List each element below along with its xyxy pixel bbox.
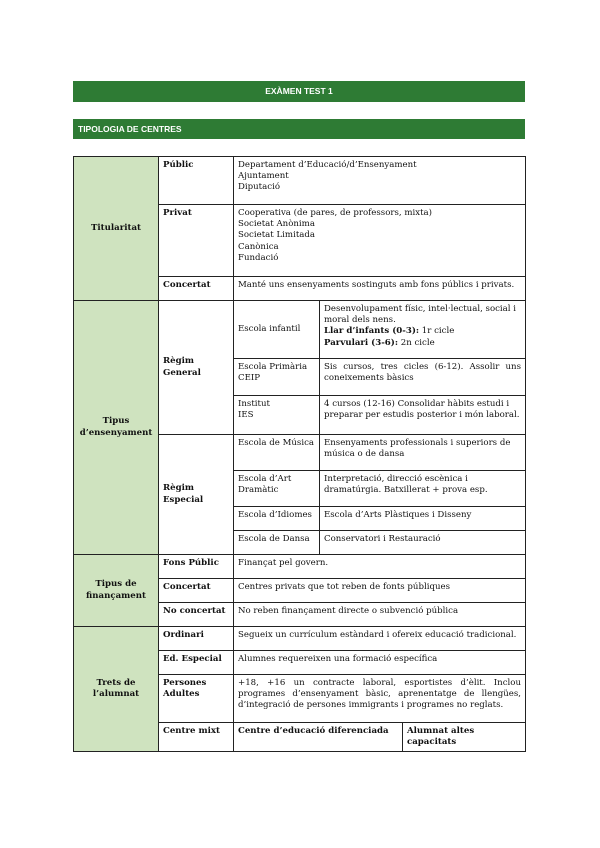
ed-especial-description: Alumnes requereixen una formació específica xyxy=(234,651,526,675)
category-titularitat: Titularitat xyxy=(74,157,159,301)
fons-public-description: Finançat pel govern. xyxy=(234,555,526,579)
row-label-fons-public: Fons Públic xyxy=(159,555,234,579)
category-tipus-ensenyament: Tipus d’ensenyament xyxy=(74,301,159,555)
institut-label: Institut IES xyxy=(234,396,320,435)
row-label-concertat: Concertat xyxy=(159,277,234,301)
exam-title-banner xyxy=(73,81,525,102)
table-row xyxy=(74,157,526,205)
row-label-ed-especial: Ed. Especial xyxy=(159,651,234,675)
section-title: TIPOLOGIA DE CENTRES xyxy=(78,124,182,134)
escola-dansa-label: Escola de Dansa xyxy=(234,531,320,555)
category-alumnat: Trets de l’alumnat xyxy=(74,627,159,752)
centre-mixt-inner-table xyxy=(234,723,525,751)
institut-description: 4 cursos (12-16) Consolidar hàbits estudi i preparar per estudis posterior i món laboral. xyxy=(320,396,526,435)
ordinari-description: Segueix un currículum estàndard i ofereix educació tradicional. xyxy=(234,627,526,651)
escola-primaria-description: Sis cursos, tres cicles (6-12). Assolir uns coneixements bàsics xyxy=(320,359,526,396)
row-label-centre-mixt: Centre mixt xyxy=(159,723,234,752)
alumnat-altes-capacitats: Alumnat altes capacitats xyxy=(403,723,526,751)
centre-diferenciada: Centre d’educació diferenciada xyxy=(238,726,389,736)
escola-musica-description: Ensenyaments professionals i superiors de música o de dansa xyxy=(320,435,526,471)
centre-mixt-options xyxy=(234,723,526,752)
escola-idiomes-label: Escola d’Idiomes xyxy=(234,507,320,531)
row-label-no-concertat: No concertat xyxy=(159,603,234,627)
escola-dansa-description: Conservatori i Restauració xyxy=(320,531,526,555)
escola-musica-label: Escola de Música xyxy=(234,435,320,471)
escola-primaria-label: Escola Primària CEIP xyxy=(234,359,320,396)
centres-table xyxy=(73,156,526,752)
row-label-regim-especial: Règim Especial xyxy=(159,435,234,555)
row-label-privat: Privat xyxy=(159,205,234,277)
table-row xyxy=(74,301,526,359)
escola-infantil-label: Escola infantil xyxy=(234,301,320,359)
no-concertat-description: No reben finançament directe o subvenció pública xyxy=(234,603,526,627)
row-label-persones-adultes: Persones Adultes xyxy=(159,675,234,723)
table-row xyxy=(74,555,526,579)
fin-concertat-description: Centres privats que tot reben de fonts públiques xyxy=(234,579,526,603)
persones-adultes-description: +18, +16 un contracte laboral, esportistes d’èlit. Inclou programes d’ensenyament bàsic, aprenentatge de llengües, d’integració de persones immigrants i programes no reglats. xyxy=(234,675,526,723)
concertat-description: Manté uns ensenyaments sostinguts amb fons públics i privats. xyxy=(234,277,526,301)
privat-description: Cooperativa (de pares, de professors, mixta) Societat Anònima Societat Limitada Canònica Fundació xyxy=(234,205,526,277)
exam-title: EXÀMEN TEST 1 xyxy=(265,86,333,96)
public-description: Departament d’Educació/d’Ensenyament Ajuntament Diputació xyxy=(234,157,526,205)
row-label-fin-concertat: Concertat xyxy=(159,579,234,603)
category-financament: Tipus de finançament xyxy=(74,555,159,627)
section-title-banner xyxy=(73,119,525,139)
table-row xyxy=(74,627,526,651)
escola-art-label: Escola d’Art Dramàtic xyxy=(234,471,320,507)
row-label-ordinari: Ordinari xyxy=(159,627,234,651)
row-label-regim-general: Règim General xyxy=(159,301,234,435)
row-label-public: Públic xyxy=(159,157,234,205)
escola-idiomes-description: Escola d’Arts Plàstiques i Disseny xyxy=(320,507,526,531)
escola-art-description: Interpretació, direcció escènica i dramatúrgia. Batxillerat + prova esp. xyxy=(320,471,526,507)
escola-infantil-description: Desenvolupament físic, intel·lectual, social i moral dels nens. Llar d’infants (0-3): 1r cicle Parvulari (3-6): 2n cicle xyxy=(320,301,526,359)
